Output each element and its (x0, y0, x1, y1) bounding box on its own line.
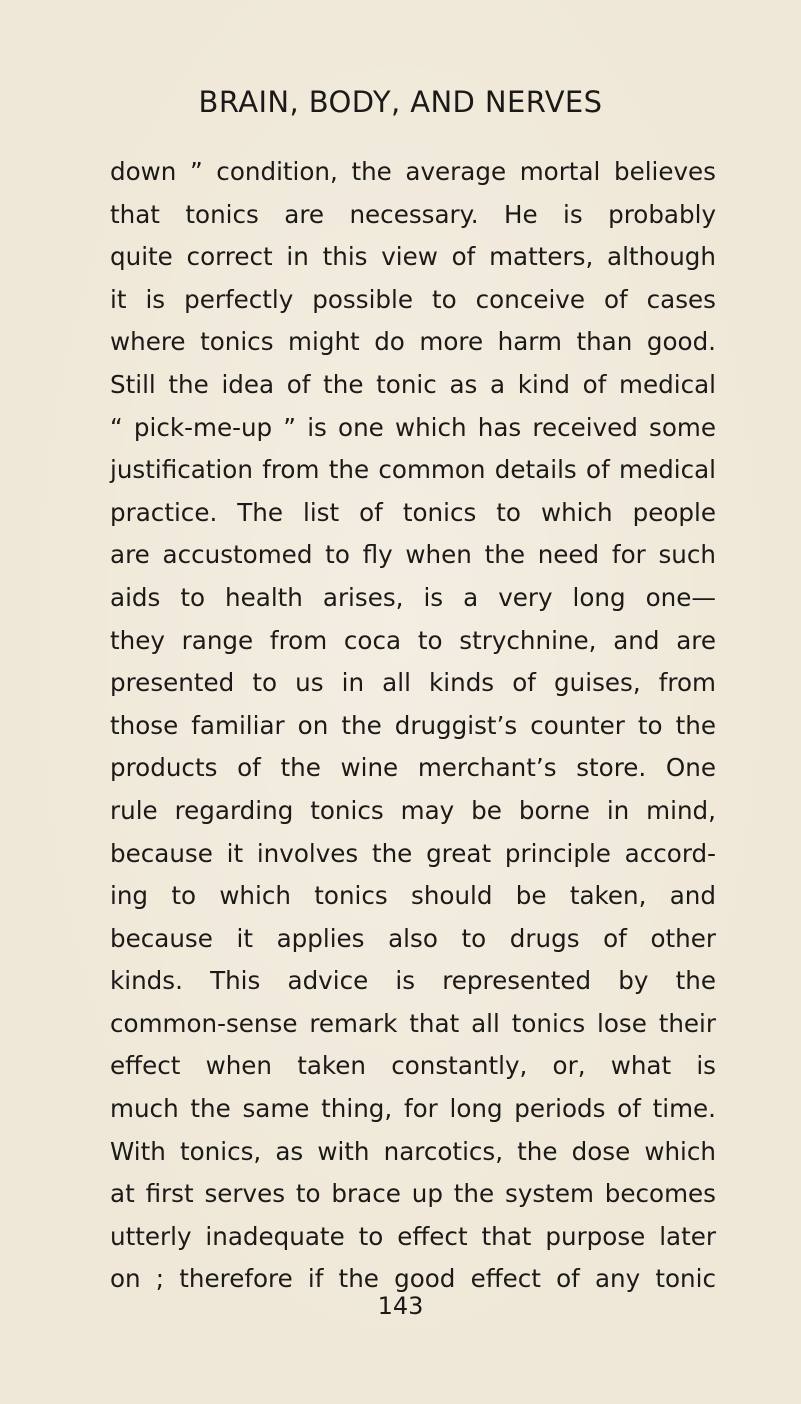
text-line: effect when taken constantly, or, what is (110, 1051, 716, 1081)
text-line: because it applies also to drugs of other (110, 923, 716, 953)
text-line: ing to which tonics should be taken, and (110, 881, 716, 911)
text-line: “ pick-me-up ” is one which has received some (110, 412, 716, 442)
text-line: on ; therefore if the good effect of any tonic (110, 1264, 716, 1294)
text-line: presented to us in all kinds of guises, from (110, 668, 716, 698)
text-line: kinds. This advice is represented by the (110, 966, 716, 996)
text-line: are accustomed to fly when the need for such (110, 540, 716, 570)
text-line: where tonics might do more harm than good. (110, 327, 716, 357)
text-line: aids to health arises, is a very long one— (110, 582, 716, 612)
text-line: quite correct in this view of matters, although (110, 242, 716, 272)
text-line: Still the idea of the tonic as a kind of medical (110, 369, 716, 399)
running-head: BRAIN, BODY, AND NERVES (198, 85, 603, 119)
text-line: it is perfectly possible to conceive of cases (110, 284, 716, 314)
text-line: much the same thing, for long periods of time. (110, 1094, 716, 1124)
text-line: justification from the common details of medical (110, 455, 716, 485)
text-line: products of the wine merchant’s store. One (110, 753, 716, 783)
text-line: they range from coca to strychnine, and are (110, 625, 716, 655)
text-line: practice. The list of tonics to which people (110, 497, 716, 527)
text-line: down ” condition, the average mortal believes (110, 157, 716, 186)
text-line: those familiar on the druggist’s counter to the (110, 710, 716, 740)
text-line: because it involves the great principle accord- (110, 838, 716, 868)
body-text (110, 151, 716, 1301)
text-line: With tonics, as with narcotics, the dose which (110, 1136, 716, 1166)
page-number: 143 (377, 1292, 424, 1320)
text-line: utterly inadequate to effect that purpose later (110, 1221, 716, 1251)
text-line: common-sense remark that all tonics lose their (110, 1008, 716, 1038)
text-line: that tonics are necessary. He is probably (110, 199, 716, 229)
text-line: rule regarding tonics may be borne in mind, (110, 795, 716, 825)
text-line: at first serves to brace up the system becomes (110, 1179, 716, 1209)
